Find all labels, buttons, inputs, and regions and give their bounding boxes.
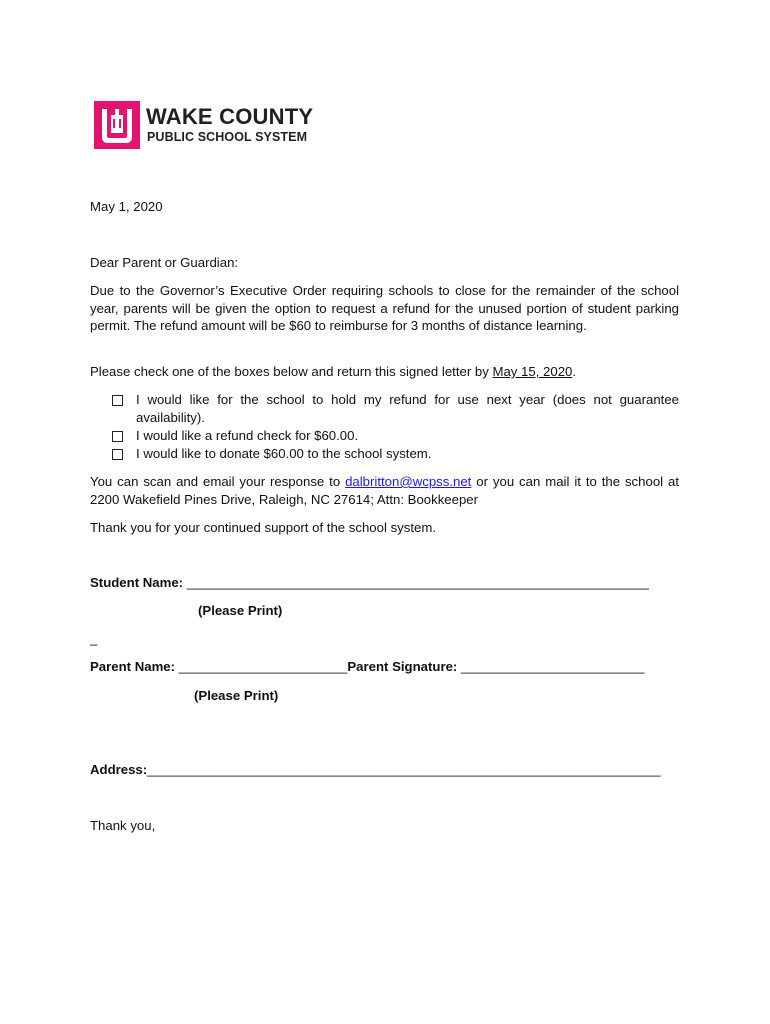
logo-title: WAKE COUNTY (146, 104, 314, 129)
instruction-line (90, 363, 576, 381)
option-refund-check-checkbox[interactable] (112, 431, 123, 442)
letter-date: May 1, 2020 (90, 199, 163, 214)
email-link[interactable]: dalbritton@wcpss.net (345, 474, 472, 489)
option-refund-check-label: I would like a refund check for $60.00. (136, 428, 359, 443)
salutation: Dear Parent or Guardian: (90, 255, 239, 270)
please-print-note: (Please Print) (194, 688, 279, 703)
address-field[interactable]: ______________________________________________________________________ (147, 762, 661, 777)
option-hold-refund-checkbox[interactable] (112, 395, 123, 406)
contact-text: You can scan and email your response to (90, 474, 346, 489)
student-name-row (90, 574, 649, 592)
option-donate-checkbox[interactable] (112, 449, 123, 460)
address-label: Address: (90, 762, 148, 777)
student-name-label: Student Name: (90, 575, 184, 590)
please-print-note: (Please Print) (198, 603, 283, 618)
logo-subtitle: PUBLIC SCHOOL SYSTEM (147, 130, 308, 144)
parent-row (90, 658, 644, 676)
contact-paragraph (90, 473, 679, 508)
instruction-text: Please check one of the boxes below and return this signed letter by (90, 364, 493, 379)
option-donate-label: I would like to donate $60.00 to the school system. (136, 446, 432, 461)
thanks-line: Thank you for your continued support of the school system. (90, 520, 436, 535)
school-logo (94, 101, 324, 151)
parent-name-field[interactable]: _______________________ (175, 659, 348, 674)
student-name-field[interactable]: _______________________________________________________________ (183, 575, 649, 590)
closing: Thank you, (90, 818, 156, 833)
deadline-date: May 15, 2020 (492, 364, 573, 379)
address-row (90, 761, 661, 779)
contact-address: or you can mail it to the school at 2200 Wakefield Pines Drive, Raleigh, NC 27614; Attn: Bookkeeper (90, 474, 679, 507)
intro-paragraph: Due to the Governor’s Executive Order requiring schools to close for the remainder of the school year, parents will be given the option to request a refund for the unused portion of student parking permit. The refund amount will be $60 to reimburse for 3 months of distance learning. (90, 283, 679, 334)
wcpss-logo-icon (94, 101, 140, 149)
parent-signature-field[interactable]: _________________________ (457, 659, 645, 674)
option-hold-refund-label: I would like for the school to hold my refund for use next year (does not guarantee availability). (136, 392, 679, 425)
separator-dash: _ (90, 631, 98, 646)
instruction-end: . (572, 364, 577, 379)
parent-signature-label: Parent Signature: (347, 659, 458, 674)
parent-name-label: Parent Name: (90, 659, 176, 674)
